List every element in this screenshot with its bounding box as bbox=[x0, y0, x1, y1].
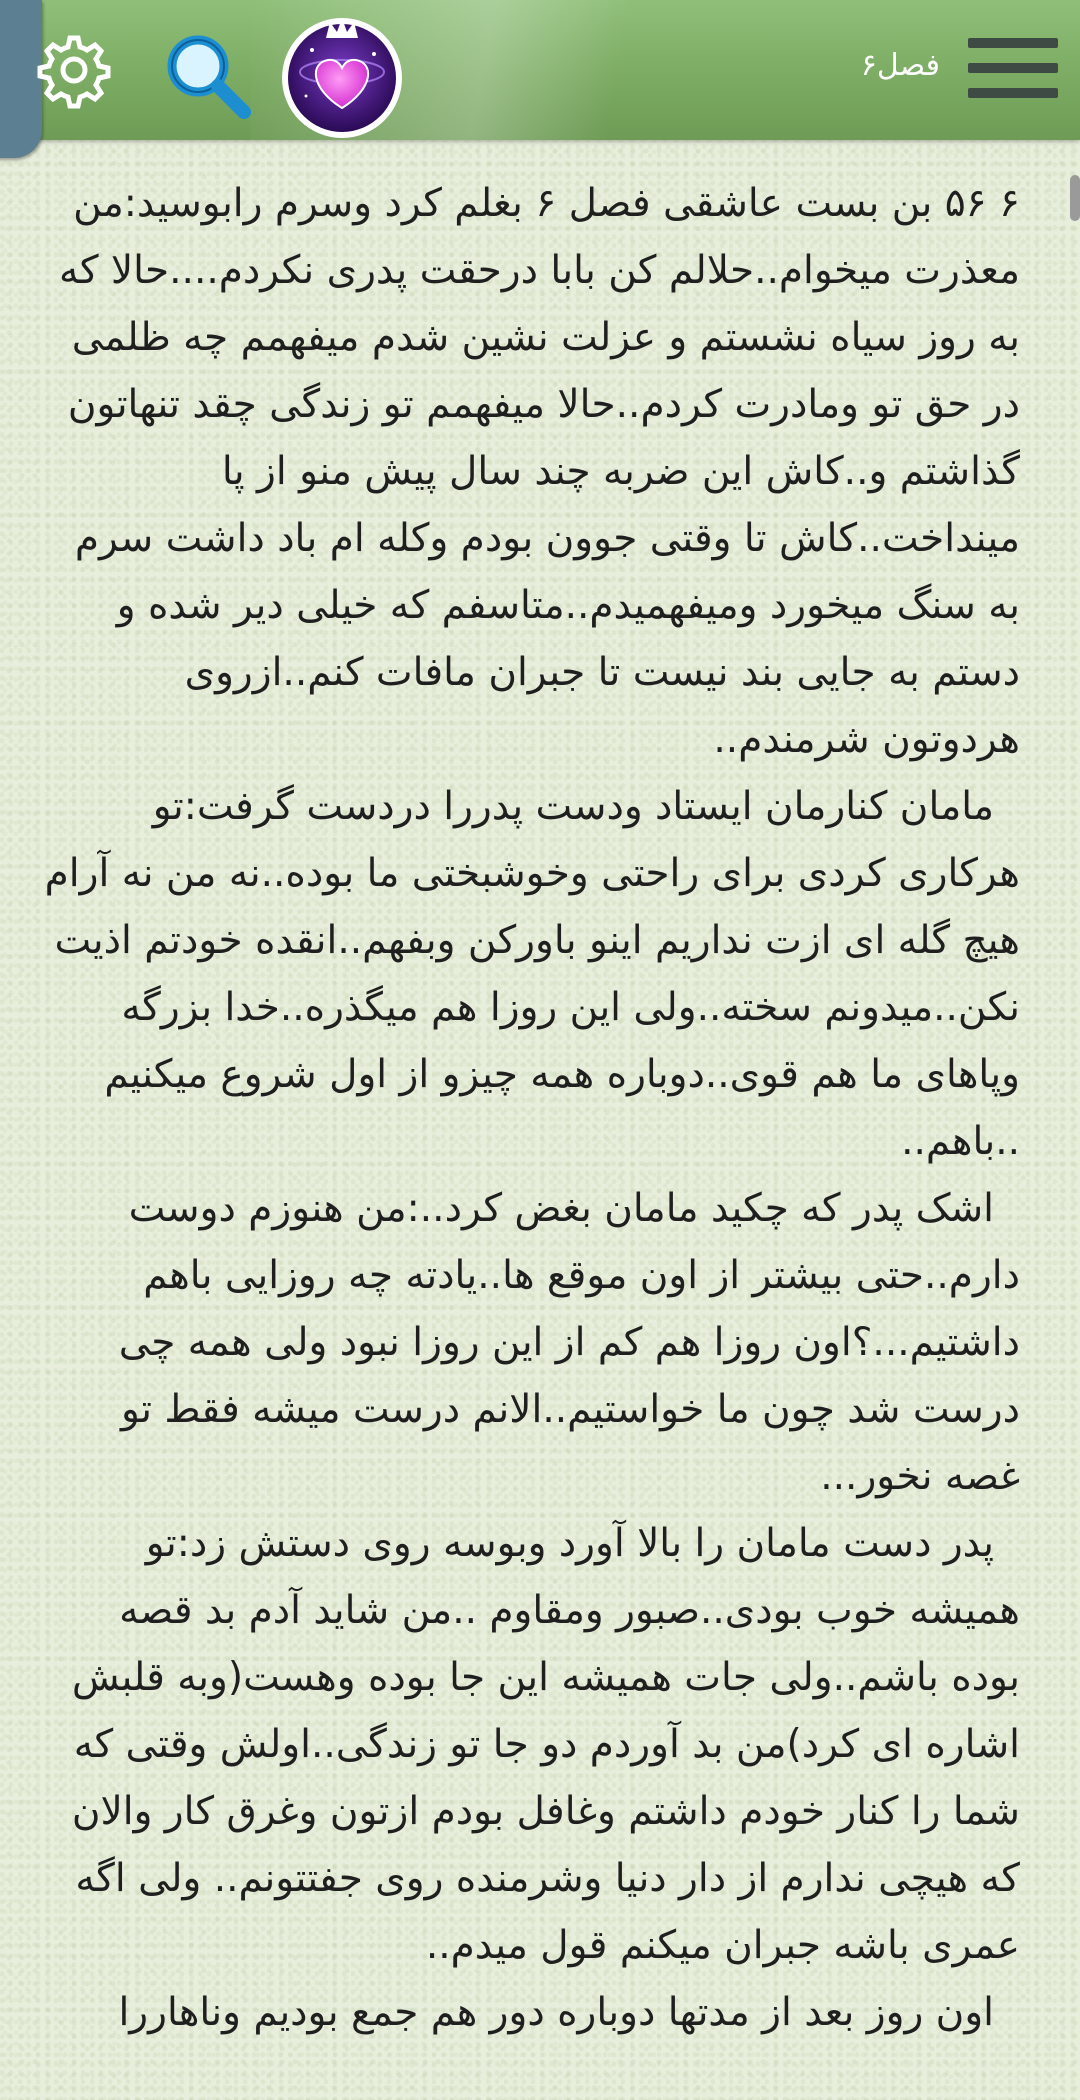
premium-heart-crown-icon[interactable] bbox=[270, 8, 410, 138]
search-icon[interactable] bbox=[160, 28, 256, 124]
paragraph: ۶ ۵۶ بن بست عاشقی فصل ۶ بغلم کرد وسرم رابوسید:من معذرت میخوام..حلالم کن بابا درحقت پدری نکردم....حالا که به روز سیاه نشستم و عزلت نشین شدم میفهمم چه ظلمی در حق تو ومادرت کردم..حالا میفهمم تو زندگی چقد تنهاتون گذاشتم و..کاش این ضربه چند سال پیش منو از پا مینداخت..کاش تا وقتی جوون بودم وکله ام باد داشت سرم به سنگ میخورد ومیفهمیدم..متاسفم که خیلی دیر شده و دستم به جایی بند نیست تا جبران مافات کنم..ازروی هردوتون شرمندم.. bbox=[59, 181, 1020, 762]
scrollbar-thumb[interactable] bbox=[1070, 175, 1080, 221]
paragraph: اون روز بعد از مدتها دوباره دور هم جمع بودیم وناهاررا bbox=[118, 1990, 994, 2035]
menu-line bbox=[968, 88, 1058, 98]
paragraph: پدر دست مامان را بالا آورد وبوسه روی دستش زد:تو همیشه خوب بودی..صبور ومقاوم ..من شاید آدم بد قصه بوده باشم..ولی جات همیشه این جا بوده وهست(وبه قلبش اشاره ای کرد)من بد آوردم دو جا تو زندگی..اولش وقتی که شما را کنار خودم داشتم وغافل بودم ازتون وغرق کار والان که هیچی ندارم از دار دنیا وشرمنده روی جفتتونم.. ولی اگه عمری باشه جبران میکنم قول میدم.. bbox=[71, 1521, 1020, 1968]
chapter-title: فصل۶ bbox=[860, 48, 940, 83]
menu-line bbox=[968, 38, 1058, 48]
paragraph: مامان کنارمان ایستاد ودست پدررا دردست گرفت:تو هرکاری کردی برای راحتی وخوشبختی ما بوده..نه من نه آرام هیچ گله ای ازت نداریم اینو باورکن وبفهم..انقده خودتم اذیت نکن..میدونم سخته..ولی این روزا هم میگذره..خدا بزرگه وپاهای ما هم قوی..دوباره همه چیزو از اول شروع میکنیم ..باهم.. bbox=[44, 784, 1020, 1164]
settings-gear-icon[interactable] bbox=[34, 30, 114, 110]
paragraph: اشک پدر که چکید مامان بغض کرد..:من هنوزم دوست دارم..حتی بیشتر از اون موقع ها..یادته چه روزایی باهم داشتیم...؟اون روزا هم کم از این روزا نبود ولی همه چی درست شد چون ما خواستیم..الانم درست میشه فقط تو غصه نخور... bbox=[118, 1186, 1020, 1499]
menu-line bbox=[968, 63, 1058, 73]
top-app-bar bbox=[0, 0, 1080, 140]
story-text bbox=[40, 170, 1020, 2100]
hamburger-menu-icon[interactable] bbox=[968, 38, 1058, 108]
